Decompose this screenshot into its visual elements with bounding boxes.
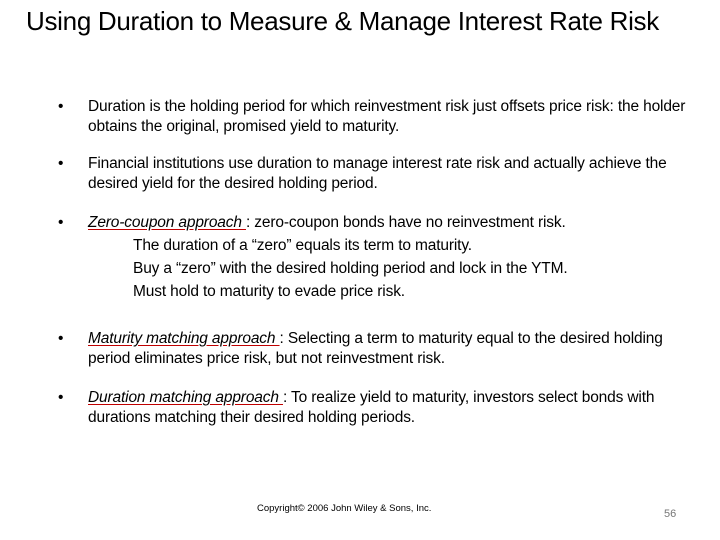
- bullet-text: Duration is the holding period for which reinvestment risk just offsets price risk: the holder obtains the original, promised yield to maturity.: [88, 98, 686, 135]
- bullet-item: [58, 97, 708, 137]
- sub-line: The duration of a “zero” equals its term to maturity.: [133, 237, 472, 254]
- sub-line: Must hold to maturity to evade price risk.: [133, 283, 405, 300]
- bullet-term: Maturity matching approach: [88, 330, 280, 347]
- bullet-item: [58, 213, 708, 302]
- slide-title: Using Duration to Measure & Manage Interest Rate Risk: [26, 6, 659, 36]
- bullet-marker: •: [58, 98, 64, 115]
- bullet-item: [58, 154, 708, 194]
- bullet-term: Duration matching approach: [88, 389, 283, 406]
- bullet-item: [58, 388, 708, 428]
- bullet-text: Financial institutions use duration to manage interest rate risk and actually achieve the desired yield for the desired holding period.: [88, 155, 667, 192]
- bullet-marker: •: [58, 214, 64, 231]
- bullet-term: Zero-coupon approach: [88, 214, 246, 231]
- bullet-list: [58, 97, 708, 428]
- page-number: 56: [664, 508, 677, 520]
- sub-line: Buy a “zero” with the desired holding period and lock in the YTM.: [133, 260, 568, 277]
- bullet-marker: •: [58, 389, 64, 406]
- bullet-marker: •: [58, 155, 64, 172]
- bullet-marker: •: [58, 330, 64, 347]
- copyright-footer: Copyright© 2006 John Wiley & Sons, Inc.: [257, 503, 432, 514]
- bullet-text: : Selecting a term to maturity equal to the desired holding period eliminates price risk, but not reinvestment risk.: [88, 330, 663, 367]
- bullet-item: [58, 329, 708, 369]
- bullet-text: : To realize yield to maturity, investors select bonds with durations matching their desired holding periods.: [88, 389, 655, 426]
- bullet-text: : zero-coupon bonds have no reinvestment risk.: [245, 214, 566, 231]
